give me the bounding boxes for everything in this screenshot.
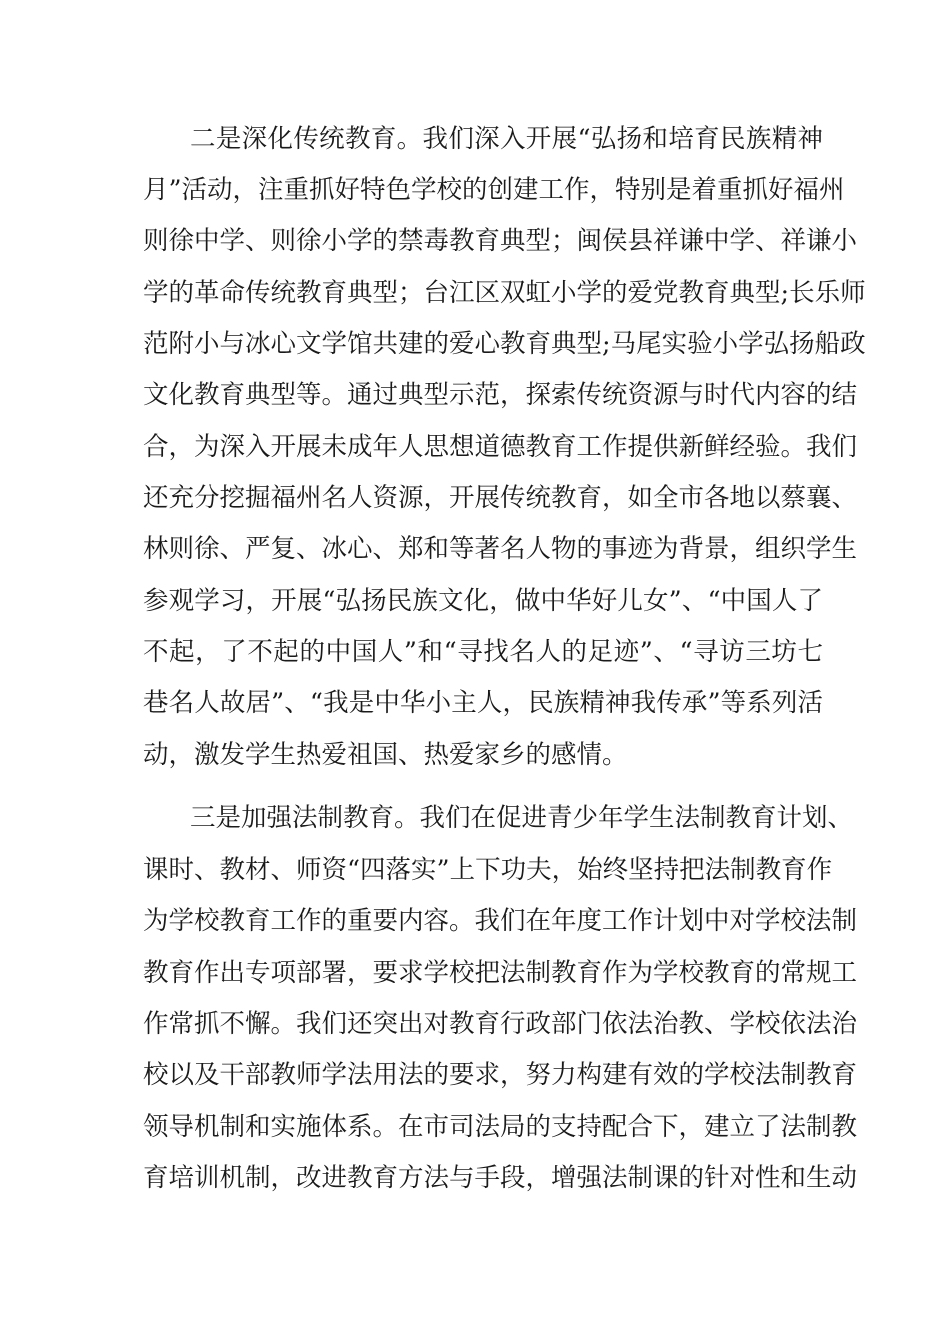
paragraph-line: 林则徐、严复、冰心、郑和等著名人物的事迹为背景，组织学生 <box>143 534 858 564</box>
paragraph-line: 课时、教材、师资“四落实”上下功夫，始终坚持把法制教育作 <box>143 855 833 885</box>
paragraph-line: 文化教育典型等。通过典型示范，探索传统资源与时代内容的结 <box>143 380 858 410</box>
paragraph-line: 三是加强法制教育。我们在促进青少年学生法制教育计划、 <box>190 803 854 833</box>
paragraph-line: 为学校教育工作的重要内容。我们在年度工作计划中对学校法制 <box>143 906 858 936</box>
paragraph-line: 参观学习，开展“弘扬民族文化，做中华好儿女”、“中国人了 <box>143 586 823 616</box>
paragraph-line: 二是深化传统教育。我们深入开展“弘扬和培育民族精神 <box>190 124 823 154</box>
paragraph-line: 不起，了不起的中国人”和“寻找名人的足迹”、“寻访三坊七 <box>143 637 823 667</box>
paragraph-line: 还充分挖掘福州名人资源，开展传统教育，如全市各地以蔡襄、 <box>143 483 858 513</box>
paragraph-line: 作常抓不懈。我们还突出对教育行政部门依法治教、学校依法治 <box>143 1009 858 1039</box>
paragraph-line: 育培训机制，改进教育方法与手段，增强法制课的针对性和生动 <box>143 1163 858 1193</box>
paragraph-line: 月”活动，注重抓好特色学校的创建工作，特别是着重抓好福州 <box>143 175 845 205</box>
paragraph-line: 校以及干部教师学法用法的要求，努力构建有效的学校法制教育 <box>143 1060 858 1090</box>
paragraph-line: 学的革命传统教育典型；台江区双虹小学的爱党教育典型;长乐师 <box>143 278 866 308</box>
paragraph-line: 动，激发学生热爱祖国、热爱家乡的感情。 <box>143 740 628 770</box>
paragraph-line: 则徐中学、则徐小学的禁毒教育典型；闽侯县祥谦中学、祥谦小 <box>143 226 858 256</box>
paragraph-line: 教育作出专项部署，要求学校把法制教育作为学校教育的常规工 <box>143 958 858 988</box>
paragraph-line: 合，为深入开展未成年人思想道德教育工作提供新鲜经验。我们 <box>143 432 858 462</box>
paragraph-line: 领导机制和实施体系。在市司法局的支持配合下，建立了法制教 <box>143 1112 858 1142</box>
paragraph-line: 巷名人故居”、“我是中华小主人，民族精神我传承”等系列活 <box>143 688 823 718</box>
paragraph-line: 范附小与冰心文学馆共建的爱心教育典型;马尾实验小学弘扬船政 <box>143 329 866 359</box>
